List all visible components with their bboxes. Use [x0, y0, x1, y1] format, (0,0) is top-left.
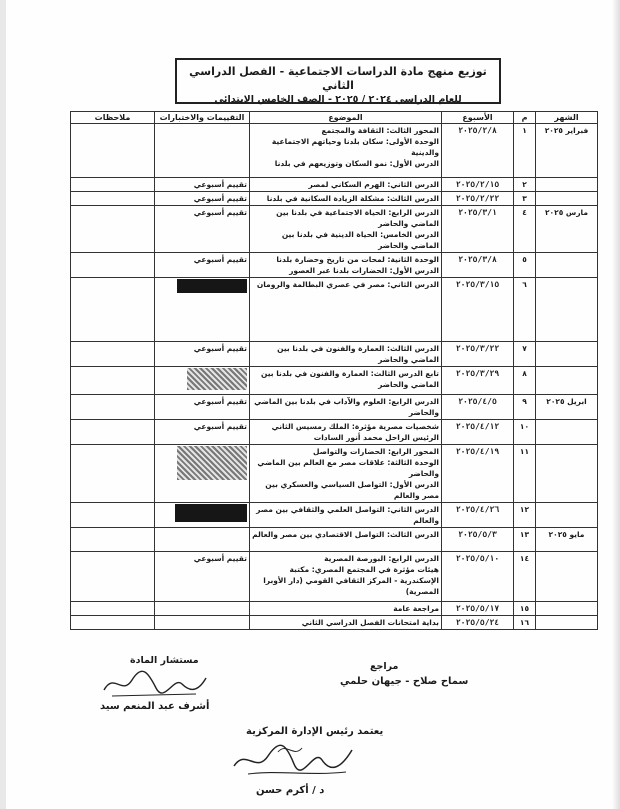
document-subtitle: للعام الدراسي ٢٠٢٤ / ٢٠٢٥ - الصف الخامس الابتدائي — [214, 94, 462, 105]
topic-cell — [250, 367, 442, 395]
topic-line: الوحدة الثانية: لمحات من تاريخ وحضارة بلدنا — [276, 255, 439, 264]
row-number-cell: ٣ — [514, 192, 536, 206]
topic-line: شخصيات مصرية مؤثرة: الملك رمسيس الثاني — [271, 422, 439, 431]
topic-line: الدرس الأول: نمو السكان وتوزيعهم في بلدنا — [274, 159, 439, 168]
row-number-cell: ١٠ — [514, 420, 536, 445]
notes-cell — [71, 342, 155, 367]
notes-cell — [71, 192, 155, 206]
week-cell: ٢٠٢٥/٣/٢٢ — [442, 342, 514, 367]
notes-cell — [71, 420, 155, 445]
topic-cell — [250, 503, 442, 528]
topic-line: المحور الرابع: الحضارات والتواصل — [313, 447, 439, 456]
col-topic: الموضوع — [250, 112, 442, 124]
topic-line: الرئيس الراحل محمد أنور السادات — [313, 433, 439, 442]
month-cell — [536, 420, 598, 445]
topic-line: الدرس الثاني: مصر في عصري البطالمة والرومان — [256, 280, 439, 289]
month-cell — [536, 253, 598, 278]
evaluation-cell: تقييم أسبوعي — [155, 395, 250, 420]
month-cell — [536, 342, 598, 367]
topic-cell — [250, 178, 442, 192]
topic-cell — [250, 445, 442, 503]
notes-cell — [71, 616, 155, 630]
table-row — [71, 503, 598, 528]
evaluation-cell: تقييم أسبوعي — [155, 206, 250, 253]
table-row — [71, 278, 598, 342]
topic-line: الوحدة الأولى: سكان بلدنا وحياتهم الاجتماعية والدينية — [271, 137, 439, 157]
topic-line: الدرس الخامس: الحياة الدينية في بلدنا بين الماضي والحاضر — [281, 230, 439, 250]
reviewers-names: سماح صلاح - جيهان حلمي — [340, 676, 469, 687]
topic-line: الدرس الرابع: الحياة الاجتماعية في بلدنا بين الماضي والحاضر — [276, 208, 439, 228]
evaluation-cell — [155, 124, 250, 178]
col-week: الأسبوع — [442, 112, 514, 124]
advisor-signature — [100, 666, 210, 702]
notes-cell — [71, 528, 155, 552]
month-cell — [536, 445, 598, 503]
row-number-cell: ٦ — [514, 278, 536, 342]
notes-cell — [71, 503, 155, 528]
table-row — [71, 367, 598, 395]
notes-cell — [71, 253, 155, 278]
reviewers-label: مراجع — [370, 661, 399, 672]
col-num: م — [514, 112, 536, 124]
row-number-cell: ٩ — [514, 395, 536, 420]
month-cell: فبراير ٢٠٢٥ — [536, 124, 598, 178]
topic-line: تابع الدرس الثالث: العمارة والفنون في بلدنا بين الماضي والحاضر — [260, 369, 439, 389]
table-row — [71, 192, 598, 206]
week-cell: ٢٠٢٥/٤/١٢ — [442, 420, 514, 445]
week-cell: ٢٠٢٥/٢/٢٢ — [442, 192, 514, 206]
topic-cell — [250, 278, 442, 342]
table-row — [71, 178, 598, 192]
evaluation-cell: تقييم أسبوعي — [155, 253, 250, 278]
topic-line: بداية امتحانات الفصل الدراسي الثاني — [301, 618, 439, 627]
topic-cell — [250, 552, 442, 602]
month-cell: مارس ٢٠٢٥ — [536, 206, 598, 253]
table-row — [71, 420, 598, 445]
col-notes: ملاحظات — [71, 112, 155, 124]
month-cell — [536, 192, 598, 206]
week-cell: ٢٠٢٥/٤/٢٦ — [442, 503, 514, 528]
row-number-cell: ٨ — [514, 367, 536, 395]
week-cell: ٢٠٢٥/٥/١٧ — [442, 602, 514, 616]
row-number-cell: ١٤ — [514, 552, 536, 602]
evaluation-cell: تقييم أسبوعي — [155, 420, 250, 445]
week-cell: ٢٠٢٥/٣/١٥ — [442, 278, 514, 342]
table-row — [71, 445, 598, 503]
notes-cell — [71, 445, 155, 503]
week-cell: ٢٠٢٥/٤/١٩ — [442, 445, 514, 503]
week-cell: ٢٠٢٥/٣/٨ — [442, 253, 514, 278]
month-cell — [536, 552, 598, 602]
topic-line: الوحدة الثالثة: علاقات مصر مع العالم بين الماضي والحاضر — [257, 458, 439, 478]
month-cell — [536, 616, 598, 630]
row-number-cell: ٧ — [514, 342, 536, 367]
title-box — [175, 58, 501, 104]
evaluation-cell — [155, 367, 250, 395]
approver-name: د / أكرم حسن — [256, 785, 325, 796]
topic-line: الدرس الرابع: البورصة المصرية — [324, 554, 439, 563]
table-row — [71, 602, 598, 616]
month-cell — [536, 602, 598, 616]
topic-line: المحور الثالث: الثقافة والمجتمع — [321, 126, 439, 135]
row-number-cell: ١٢ — [514, 503, 536, 528]
topic-cell — [250, 206, 442, 253]
row-number-cell: ١٥ — [514, 602, 536, 616]
evaluation-cell: تقييم أسبوعي — [155, 178, 250, 192]
week-cell: ٢٠٢٥/٣/١ — [442, 206, 514, 253]
evaluation-cell — [155, 278, 250, 342]
topic-cell — [250, 528, 442, 552]
topic-line: الدرس الرابع: العلوم والآداب في بلدنا بين الماضي والحاضر — [254, 397, 439, 417]
topic-line: هيئات مؤثرة في المجتمع المصري: مكتبة الإسكندرية - المركز الثقافي القومي (دار الأوبرا المصرية) — [263, 565, 439, 596]
document-title: توزيع منهج مادة الدراسات الاجتماعية - الفصل الدراسي الثاني — [189, 65, 487, 92]
week-cell: ٢٠٢٥/٥/١٠ — [442, 552, 514, 602]
row-number-cell: ١ — [514, 124, 536, 178]
topic-line: الدرس الأول: الحضارات بلدنا عبر العصور — [289, 266, 439, 275]
curriculum-table — [70, 111, 598, 630]
topic-line: الدرس الثالث: مشكلة الزيادة السكانية في بلدنا — [266, 194, 439, 203]
col-month: الشهر — [536, 112, 598, 124]
topic-cell — [250, 616, 442, 630]
advisor-label: مستشار المادة — [130, 655, 199, 666]
notes-cell — [71, 278, 155, 342]
topic-cell — [250, 124, 442, 178]
evaluation-cell: تقييم أسبوعي — [155, 552, 250, 602]
notes-cell — [71, 367, 155, 395]
approver-signature — [228, 740, 358, 784]
approval-label: يعتمد رئيس الإدارة المركزية — [246, 726, 384, 737]
topic-line: مراجعة عامة — [393, 604, 439, 613]
notes-cell — [71, 395, 155, 420]
table-row — [71, 616, 598, 630]
topic-line: الدرس الثالث: العمارة والفنون في بلدنا بين الماضي والحاضر — [277, 344, 439, 364]
table-row — [71, 528, 598, 552]
notes-cell — [71, 206, 155, 253]
row-number-cell: ١٦ — [514, 616, 536, 630]
notes-cell — [71, 602, 155, 616]
row-number-cell: ٥ — [514, 253, 536, 278]
month-cell: ابريل ٢٠٢٥ — [536, 395, 598, 420]
topic-cell — [250, 395, 442, 420]
month-cell — [536, 503, 598, 528]
topic-line: الدرس الثاني: الهرم السكاني لمصر — [308, 180, 439, 189]
table-row — [71, 124, 598, 178]
row-number-cell: ٤ — [514, 206, 536, 253]
topic-cell — [250, 342, 442, 367]
advisor-name: أشرف عبد المنعم سيد — [100, 701, 210, 712]
month-cell — [536, 278, 598, 342]
evaluation-cell — [155, 616, 250, 630]
evaluation-cell — [155, 528, 250, 552]
evaluation-cell: تقييم أسبوعي — [155, 192, 250, 206]
table-row — [71, 552, 598, 602]
topic-cell — [250, 420, 442, 445]
page-edge — [0, 0, 6, 809]
table-row — [71, 253, 598, 278]
topic-line: الدرس الأول: التواصل السياسي والعسكري بين مصر والعالم — [265, 480, 439, 500]
table-header-row — [71, 112, 598, 124]
official-stamp — [177, 446, 247, 480]
month-cell — [536, 178, 598, 192]
notes-cell — [71, 552, 155, 602]
topic-cell — [250, 192, 442, 206]
table-row — [71, 206, 598, 253]
col-eval: التقييمات والاختبارات — [155, 112, 250, 124]
evaluation-cell: تقييم أسبوعي — [155, 342, 250, 367]
topic-cell — [250, 253, 442, 278]
redacted-stamp — [177, 279, 247, 293]
week-cell: ٢٠٢٥/٢/٨ — [442, 124, 514, 178]
row-number-cell: ١٣ — [514, 528, 536, 552]
month-cell: مايو ٢٠٢٥ — [536, 528, 598, 552]
week-cell: ٢٠٢٥/٣/٢٩ — [442, 367, 514, 395]
evaluation-cell — [155, 602, 250, 616]
notes-cell — [71, 178, 155, 192]
official-stamp — [187, 368, 247, 390]
table-row — [71, 395, 598, 420]
evaluation-cell — [155, 503, 250, 528]
month-cell — [536, 367, 598, 395]
scan-shadow — [612, 0, 620, 809]
row-number-cell: ٢ — [514, 178, 536, 192]
topic-cell — [250, 602, 442, 616]
redacted-stamp — [175, 504, 247, 522]
week-cell: ٢٠٢٥/٥/٢٤ — [442, 616, 514, 630]
evaluation-cell — [155, 445, 250, 503]
notes-cell — [71, 124, 155, 178]
topic-line: الدرس الثالث: التواصل الاقتصادي بين مصر والعالم — [252, 530, 439, 539]
week-cell: ٢٠٢٥/٤/٥ — [442, 395, 514, 420]
topic-line: الدرس الثاني: التواصل العلمي والثقافي بين مصر والعالم — [256, 505, 439, 525]
table-row — [71, 342, 598, 367]
week-cell: ٢٠٢٥/٢/١٥ — [442, 178, 514, 192]
row-number-cell: ١١ — [514, 445, 536, 503]
week-cell: ٢٠٢٥/٥/٣ — [442, 528, 514, 552]
